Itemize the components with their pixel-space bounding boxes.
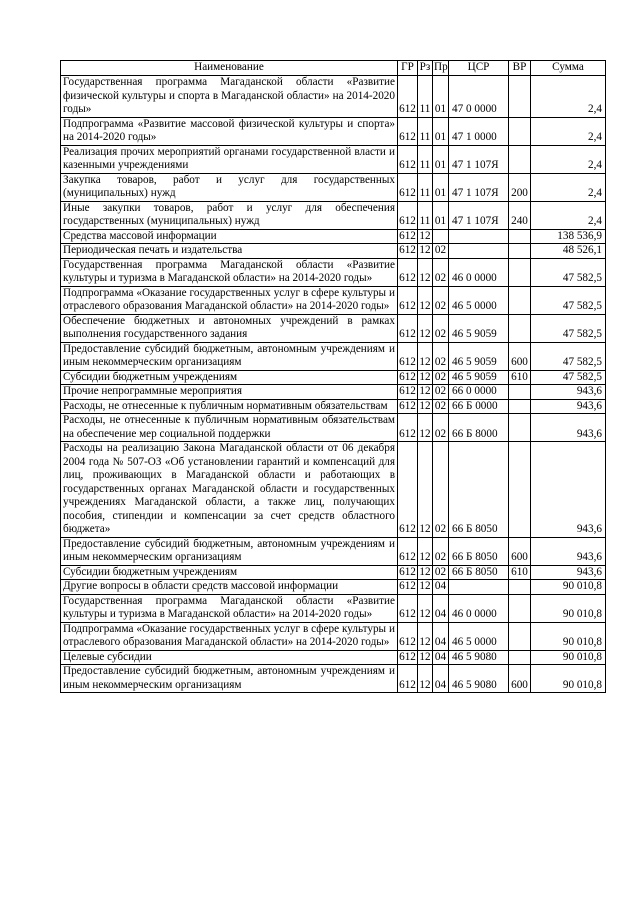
table-row xyxy=(61,117,606,145)
row-rz: 12 xyxy=(419,580,431,592)
row-sum: 2,4 xyxy=(531,145,606,173)
row-gr: 612 xyxy=(398,314,418,342)
row-csr: 47 1 107Я xyxy=(449,145,509,173)
document-page xyxy=(60,60,605,693)
row-gr: 612 xyxy=(399,565,416,578)
row-name: Предоставление субсидий бюджетным, автономным учреждениям и иным некоммерческим организациям xyxy=(61,665,398,693)
row-csr: 66 0 0000 xyxy=(449,385,509,400)
row-sum: 47 582,5 xyxy=(531,258,606,286)
row-csr xyxy=(449,580,509,595)
table-row xyxy=(61,665,606,693)
row-pr: 02 xyxy=(433,385,449,400)
row-sum: 943,6 xyxy=(531,399,606,414)
table-row xyxy=(61,442,606,538)
row-rz: 12 xyxy=(419,385,431,397)
row-sum: 943,6 xyxy=(531,565,606,580)
table-row xyxy=(61,145,606,173)
row-pr: 02 xyxy=(433,565,449,580)
table-header-row xyxy=(61,61,606,76)
row-vr: 610 xyxy=(509,370,531,385)
row-name: Государственная программа Магаданской области «Развитие физической культуры и спорта в Магаданской области» на 2014-2020 годы» xyxy=(61,76,398,118)
row-pr: 02 xyxy=(433,442,449,538)
row-sum: 2,4 xyxy=(531,76,606,118)
row-pr: 04 xyxy=(433,622,449,650)
row-rz: 12 xyxy=(419,399,431,412)
row-sum: 943,6 xyxy=(531,442,606,538)
row-gr: 612 xyxy=(398,622,418,650)
row-gr: 612 xyxy=(399,385,416,397)
row-pr: 01 xyxy=(433,145,449,173)
row-csr: 46 5 9059 xyxy=(449,342,509,370)
row-sum: 943,6 xyxy=(531,385,606,400)
row-pr: 04 xyxy=(433,665,449,693)
row-rz: 11 xyxy=(418,117,433,145)
row-name: Иные закупки товаров, работ и услуг для обеспечения государственных (муниципальных) нужд xyxy=(61,201,398,229)
row-rz: 11 xyxy=(418,173,433,201)
row-rz: 12 xyxy=(418,442,433,538)
row-gr: 612 xyxy=(399,399,416,412)
table-row xyxy=(61,580,606,595)
row-pr: 02 xyxy=(433,244,449,259)
row-pr: 01 xyxy=(433,76,449,118)
table-row xyxy=(61,229,606,244)
row-name: Другие вопросы в области средств массовой информации xyxy=(61,580,398,595)
row-vr: 600 xyxy=(509,537,531,565)
row-rz: 12 xyxy=(419,229,431,242)
row-csr: 47 1 0000 xyxy=(449,117,509,145)
row-gr: 612 xyxy=(399,650,416,663)
row-sum: 47 582,5 xyxy=(531,342,606,370)
row-name: Подпрограмма «Оказание государственных услуг в сфере культуры и отраслевого образования Магаданской области» на 2014-2020 годы» xyxy=(61,622,398,650)
row-sum: 943,6 xyxy=(531,537,606,565)
row-gr: 612 xyxy=(398,342,418,370)
row-pr: 01 xyxy=(433,173,449,201)
table-row xyxy=(61,414,606,442)
row-sum: 2,4 xyxy=(531,201,606,229)
row-sum: 90 010,8 xyxy=(531,594,606,622)
row-vr xyxy=(509,399,531,414)
row-rz: 12 xyxy=(418,594,433,622)
row-pr xyxy=(433,229,449,244)
row-csr: 66 Б 8000 xyxy=(449,414,509,442)
row-pr: 01 xyxy=(433,117,449,145)
row-vr: 600 xyxy=(509,665,531,693)
table-row xyxy=(61,565,606,580)
header-rz: Рз xyxy=(418,61,433,76)
row-gr: 612 xyxy=(399,370,416,383)
row-vr xyxy=(509,594,531,622)
row-pr: 04 xyxy=(433,580,449,595)
row-gr: 612 xyxy=(398,173,418,201)
row-rz: 12 xyxy=(418,622,433,650)
row-name: Предоставление субсидий бюджетным, автономным учреждениям и иным некоммерческим организациям xyxy=(61,537,398,565)
row-pr: 02 xyxy=(433,414,449,442)
row-gr: 612 xyxy=(398,258,418,286)
row-csr: 46 0 0000 xyxy=(449,594,509,622)
table-row xyxy=(61,537,606,565)
row-vr xyxy=(509,580,531,595)
row-sum: 90 010,8 xyxy=(531,665,606,693)
row-name: Расходы, не отнесенные к публичным нормативным обязательствам xyxy=(61,399,398,414)
row-pr: 02 xyxy=(433,399,449,414)
row-rz: 12 xyxy=(419,650,431,663)
row-name: Расходы на реализацию Закона Магаданской области от 06 декабря 2004 года № 507-ОЗ «Об установлении гарантий и компенсаций для лиц, проживающих в Магаданской области и работающих в государственных органах Магаданской области и государственных учреждениях Магаданской области, а также лиц, получающих пособия, стипендии и компенсации за счет средств областного бюджета» xyxy=(61,442,398,538)
table-row xyxy=(61,76,606,118)
row-csr: 47 1 107Я xyxy=(449,173,509,201)
row-gr: 612 xyxy=(399,580,416,592)
row-sum: 138 536,9 xyxy=(531,229,606,244)
row-csr: 46 5 9080 xyxy=(449,650,509,665)
header-sum: Сумма xyxy=(531,61,606,76)
row-csr: 46 5 0000 xyxy=(449,286,509,314)
row-rz: 11 xyxy=(418,76,433,118)
row-csr: 66 Б 8050 xyxy=(449,537,509,565)
row-gr: 612 xyxy=(398,665,418,693)
table-row xyxy=(61,258,606,286)
row-rz: 12 xyxy=(418,314,433,342)
row-pr: 01 xyxy=(433,201,449,229)
row-gr: 612 xyxy=(398,537,418,565)
row-sum: 48 526,1 xyxy=(531,244,606,259)
row-csr: 47 1 107Я xyxy=(449,201,509,229)
row-vr xyxy=(509,442,531,538)
table-row xyxy=(61,173,606,201)
row-vr xyxy=(509,622,531,650)
row-rz: 12 xyxy=(418,665,433,693)
row-name: Средства массовой информации xyxy=(61,229,398,244)
row-vr xyxy=(509,385,531,400)
row-sum: 90 010,8 xyxy=(531,622,606,650)
row-rz: 12 xyxy=(419,244,431,256)
row-gr: 612 xyxy=(398,442,418,538)
row-gr: 612 xyxy=(398,594,418,622)
row-sum: 2,4 xyxy=(531,117,606,145)
table-row xyxy=(61,385,606,400)
row-csr: 46 5 9059 xyxy=(449,370,509,385)
header-vr: ВР xyxy=(509,61,531,76)
row-rz: 12 xyxy=(418,258,433,286)
row-csr: 46 5 9080 xyxy=(449,665,509,693)
row-name: Целевые субсидии xyxy=(61,650,398,665)
row-gr: 612 xyxy=(399,244,416,256)
row-vr xyxy=(509,258,531,286)
row-gr: 612 xyxy=(398,414,418,442)
row-csr xyxy=(449,244,509,259)
row-pr: 02 xyxy=(433,342,449,370)
row-name: Субсидии бюджетным учреждениям xyxy=(61,565,398,580)
table-row xyxy=(61,622,606,650)
budget-table xyxy=(60,60,606,693)
row-rz: 12 xyxy=(418,414,433,442)
table-row xyxy=(61,650,606,665)
row-vr xyxy=(509,145,531,173)
row-name: Государственная программа Магаданской области «Развитие культуры и туризма в Магаданской области» на 2014-2020 годы» xyxy=(61,258,398,286)
row-gr: 612 xyxy=(398,201,418,229)
row-csr: 66 Б 8050 xyxy=(449,442,509,538)
table-row xyxy=(61,342,606,370)
row-csr: 46 5 0000 xyxy=(449,622,509,650)
row-vr xyxy=(509,650,531,665)
row-pr: 02 xyxy=(433,258,449,286)
row-sum: 943,6 xyxy=(531,414,606,442)
row-pr: 04 xyxy=(433,650,449,665)
table-row xyxy=(61,201,606,229)
row-rz: 12 xyxy=(418,286,433,314)
row-rz: 12 xyxy=(418,537,433,565)
row-vr: 600 xyxy=(509,342,531,370)
row-csr: 66 Б 8050 xyxy=(449,565,509,580)
row-sum: 47 582,5 xyxy=(531,370,606,385)
row-name: Государственная программа Магаданской области «Развитие культуры и туризма в Магаданской области» на 2014-2020 годы» xyxy=(61,594,398,622)
row-sum: 2,4 xyxy=(531,173,606,201)
row-name: Предоставление субсидий бюджетным, автономным учреждениям и иным некоммерческим организациям xyxy=(61,342,398,370)
row-name: Прочие непрограммные мероприятия xyxy=(61,385,398,400)
table-row xyxy=(61,594,606,622)
row-rz: 11 xyxy=(418,145,433,173)
header-pr: Пр xyxy=(433,61,449,76)
row-gr: 612 xyxy=(399,229,416,242)
row-gr: 612 xyxy=(398,145,418,173)
table-row xyxy=(61,244,606,259)
row-pr: 04 xyxy=(433,594,449,622)
row-name: Обеспечение бюджетных и автономных учреждений в рамках выполнения государственного задания xyxy=(61,314,398,342)
header-name: Наименование xyxy=(61,61,398,76)
row-name: Подпрограмма «Развитие массовой физической культуры и спорта» на 2014-2020 годы» xyxy=(61,117,398,145)
header-gr: ГР xyxy=(398,61,418,76)
row-vr xyxy=(509,286,531,314)
row-vr: 240 xyxy=(509,201,531,229)
row-csr: 46 0 0000 xyxy=(449,258,509,286)
row-rz: 11 xyxy=(418,201,433,229)
row-csr: 46 5 9059 xyxy=(449,314,509,342)
row-gr: 612 xyxy=(398,76,418,118)
row-name: Подпрограмма «Оказание государственных услуг в сфере культуры и отраслевого образования Магаданской области» на 2014-2020 годы» xyxy=(61,286,398,314)
row-rz: 12 xyxy=(418,342,433,370)
row-pr: 02 xyxy=(433,537,449,565)
row-pr: 02 xyxy=(433,370,449,385)
row-name: Периодическая печать и издательства xyxy=(61,244,398,259)
row-vr xyxy=(509,244,531,259)
header-csr: ЦСР xyxy=(449,61,509,76)
table-row xyxy=(61,370,606,385)
row-sum: 90 010,8 xyxy=(531,580,606,595)
row-vr xyxy=(509,414,531,442)
table-row xyxy=(61,314,606,342)
row-name: Субсидии бюджетным учреждениям xyxy=(61,370,398,385)
row-vr xyxy=(509,229,531,244)
row-pr: 02 xyxy=(433,286,449,314)
row-vr xyxy=(509,76,531,118)
row-csr: 66 Б 0000 xyxy=(449,399,509,414)
row-name: Расходы, не отнесенные к публичным нормативным обязательствам на обеспечение мер социальной поддержки xyxy=(61,414,398,442)
row-sum: 90 010,8 xyxy=(531,650,606,665)
row-vr xyxy=(509,314,531,342)
table-row xyxy=(61,286,606,314)
row-sum: 47 582,5 xyxy=(531,314,606,342)
table-row xyxy=(61,399,606,414)
row-name: Закупка товаров, работ и услуг для государственных (муниципальных) нужд xyxy=(61,173,398,201)
row-gr: 612 xyxy=(398,286,418,314)
row-vr: 610 xyxy=(509,565,531,580)
row-csr: 47 0 0000 xyxy=(449,76,509,118)
row-rz: 12 xyxy=(419,370,431,383)
row-name: Реализация прочих мероприятий органами государственной власти и казенными учреждениями xyxy=(61,145,398,173)
row-gr: 612 xyxy=(398,117,418,145)
row-vr: 200 xyxy=(509,173,531,201)
row-pr: 02 xyxy=(433,314,449,342)
row-rz: 12 xyxy=(419,565,431,578)
row-csr xyxy=(449,229,509,244)
row-sum: 47 582,5 xyxy=(531,286,606,314)
row-vr xyxy=(509,117,531,145)
